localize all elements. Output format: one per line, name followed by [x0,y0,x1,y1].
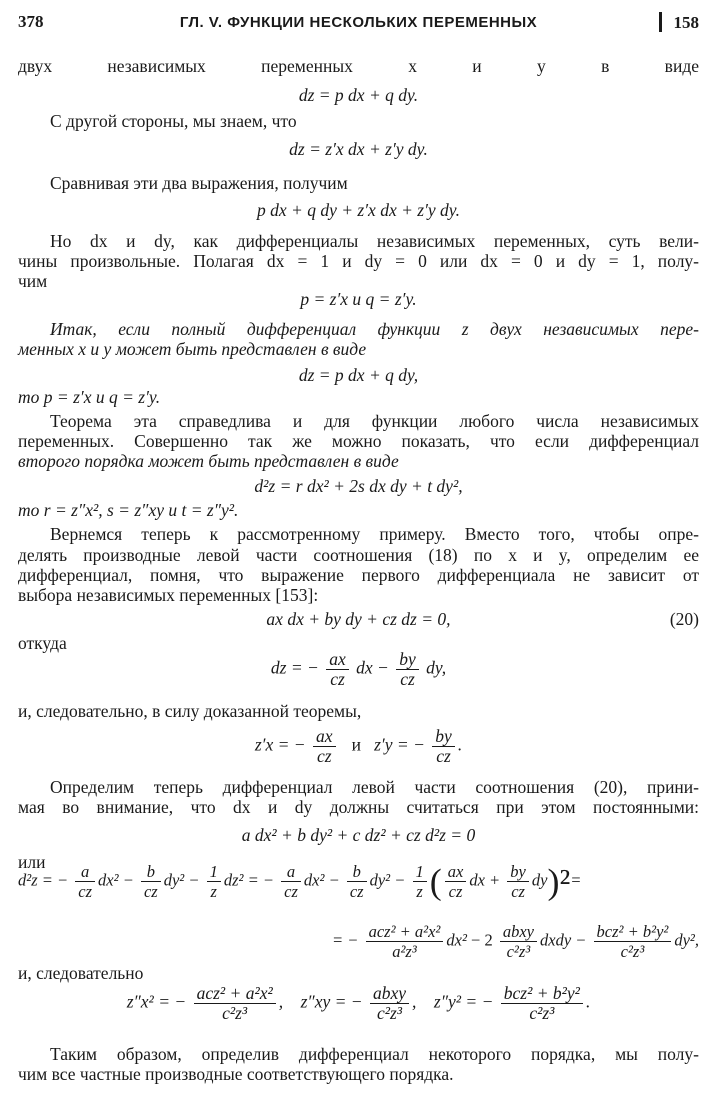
fraction [501,984,583,1023]
math-term: dy² [369,870,391,890]
numerator: abxy [500,922,537,942]
numerator: a [75,862,95,882]
text-line: или [18,852,46,872]
math-term: d²z [18,870,38,890]
math-operator: − [575,930,587,950]
fraction [141,862,161,901]
math-operator: = − [290,657,319,678]
math-term: dx [469,870,485,890]
math-operator: − [394,870,406,890]
math-term: z″xy [300,991,331,1012]
numerator: abxy [370,984,409,1004]
math-term: z″x² [126,991,154,1012]
running-title: ГЛ. V. ФУНКЦИИ НЕСКОЛЬКИХ ПЕРЕМЕННЫХ [179,14,538,31]
denominator: c²z³ [620,942,645,961]
text-line: С другой стороны, мы знаем, что [50,111,297,131]
math-term: z′x [254,734,274,755]
text-line: и, следовательно [18,963,144,983]
math-term: dx² [303,870,325,890]
denominator: cz [143,882,158,901]
text-line: Таким образом, определив дифференциал некоторого порядка, мы полу- [50,1044,699,1064]
numerator: ax [445,862,467,882]
math-term: dy [426,657,442,678]
numerator: ax [313,727,336,747]
fraction [507,862,529,901]
numerator: by [432,727,455,747]
denominator: cz [448,882,463,901]
fraction [75,862,95,901]
denominator: cz [330,669,345,689]
math-operator: = − [247,870,275,890]
math-operator: = − [41,870,69,890]
text-line: то r = z″x², s = z″xy и t = z″y². [18,500,239,520]
math-term: dx [356,657,373,678]
text-line: то p = z′x и q = z′y. [18,387,161,407]
denominator: c²z³ [222,1003,248,1023]
text-line: Теорема эта справедлива и для функции любого числа независимых [50,411,699,431]
math-operator: = − [396,734,425,755]
text-line: Сравнивая эти два выражения, получим [50,173,348,193]
text-line: делять производные левой части соотношения (18) по x и y, определим ее [18,545,699,565]
math-term: dz [270,657,287,678]
fraction [313,727,336,766]
math-punct: . [457,734,463,755]
equation-line: p dx + q dy + z′x dx + z′y dy. [257,200,460,220]
math-term: dxdy [540,930,572,950]
denominator: z [210,882,217,901]
text-line: мая во внимание, что dx и dy должны считаться при этом постоянными: [18,797,699,817]
equation-line: dz = p dx + q dy, [298,365,419,385]
fraction [396,650,419,689]
math-paren: )² [547,861,571,902]
denominator: cz [284,882,298,901]
math-term: dy [531,870,548,890]
math-term: dy² [674,930,695,950]
equation-line: p = z′x и q = z′y. [300,289,417,309]
denominator: c²z³ [529,1003,555,1023]
math-term: z′y [374,734,393,755]
fraction [347,862,367,901]
numerator: acz² + a²x² [366,922,444,942]
section-number [659,12,700,33]
math-term: dx² [446,930,467,950]
numerator: b [347,862,367,882]
equation-second-partials [18,984,699,1023]
fraction [281,862,301,901]
page-header [18,12,699,38]
equation-partials [18,727,699,766]
math-term: dz² [223,870,244,890]
text-line: Определим теперь дифференциал левой части соотношения (20), прини- [50,777,699,797]
equation-line: d²z = r dx² + 2s dx dy + t dy², [254,476,463,496]
fraction [413,862,427,901]
math-term: z″y² [433,991,462,1012]
denominator: cz [511,882,525,901]
equation-line: dz = p dx + q dy. [298,85,419,105]
denominator: cz [436,746,451,766]
equation-line: dz = z′x dx + z′y dy. [289,139,428,159]
equation-d2z-long [18,862,699,901]
theorem-line: Итак, если полный дифференциал функции z двух независимых пере- [50,319,699,339]
denominator: c²z³ [506,942,531,961]
math-punct: , [694,930,699,950]
equation-dz-fraction [18,650,699,689]
denominator: cz [316,746,332,766]
fraction [445,862,467,901]
fraction [594,922,672,961]
math-operator: = − [332,930,359,950]
math-punct: , [441,657,447,678]
theorem-line: второго порядка может быть представлен в виде [18,451,399,471]
math-term: dy² [163,870,185,890]
numerator: 1 [207,862,221,882]
fraction [432,727,455,766]
denominator: z [416,882,423,901]
math-paren: ( [429,861,442,902]
math-operator: − [122,870,134,890]
numerator: ax [326,650,349,670]
equation-line: a dx² + b dy² + c dz² + cz d²z = 0 [241,825,476,845]
text-line: чим все частные производные соответствующего порядка. [18,1064,454,1084]
text-line: двух независимых переменных x и y в виде [18,56,699,76]
text-line: переменных. Совершенно так же можно показать, что если дифференциал [18,431,699,451]
text-line: Вернемся теперь к рассмотренному примеру. Вместо того, чтобы опре- [50,524,699,544]
math-operator: = [570,870,582,890]
text-line: чим [18,271,48,291]
numerator: bcz² + b²y² [594,922,672,942]
text-line: Но dx и dy, как дифференциалы независимых переменных, суть вели- [50,231,699,251]
math-operator: + [489,870,501,890]
fraction [366,922,444,961]
math-operator: − 2 [471,930,493,950]
denominator: cz [78,882,93,901]
denominator: cz [349,882,364,901]
fraction [370,984,409,1023]
fraction [194,984,276,1023]
math-operator: − [328,870,340,890]
denominator: a²z³ [392,942,417,961]
numerator: b [141,862,161,882]
math-conjunction: и [351,734,361,755]
equation-d2z-result [18,922,699,961]
math-operator: = − [465,991,494,1012]
page-number: 378 [18,12,44,31]
fraction [326,650,349,689]
equation-number: (20) [669,609,699,629]
math-punct: , [278,991,284,1012]
fraction [500,922,537,961]
section-bar [659,12,662,32]
fraction [207,862,221,901]
math-punct: , [412,991,417,1012]
text-line: выбора независимых переменных [153]: [18,585,319,605]
section-label: 158 [673,13,699,32]
text-line: дифференциал, помня, что выражение первого дифференциала не зависит от [18,565,699,585]
equation-line [18,608,699,630]
math-operator: = − [277,734,306,755]
theorem-line: менных x и y может быть представлен в виде [18,339,367,359]
denominator: c²z³ [376,1003,403,1023]
text-line: откуда [18,633,67,653]
equation-20: ax dx + by dy + cz dz = 0, [266,609,451,629]
numerator: bcz² + b²y² [501,984,583,1004]
numerator: a [281,862,301,882]
numerator: by [507,862,529,882]
numerator: by [396,650,419,670]
math-punct: . [585,991,591,1012]
numerator: acz² + a²x² [194,984,276,1004]
math-operator: − [188,870,200,890]
denominator: cz [400,669,415,689]
math-operator: − [377,657,389,678]
math-operator: = − [158,991,187,1012]
text-line: чины произвольные. Полагая dx = 1 и dy = 0 или dx = 0 и dy = 1, полу- [18,251,699,271]
math-term: dx² [98,870,119,890]
numerator: 1 [413,862,427,882]
math-operator: = − [334,991,363,1012]
text-line: и, следовательно, в силу доказанной теоремы, [18,701,362,721]
